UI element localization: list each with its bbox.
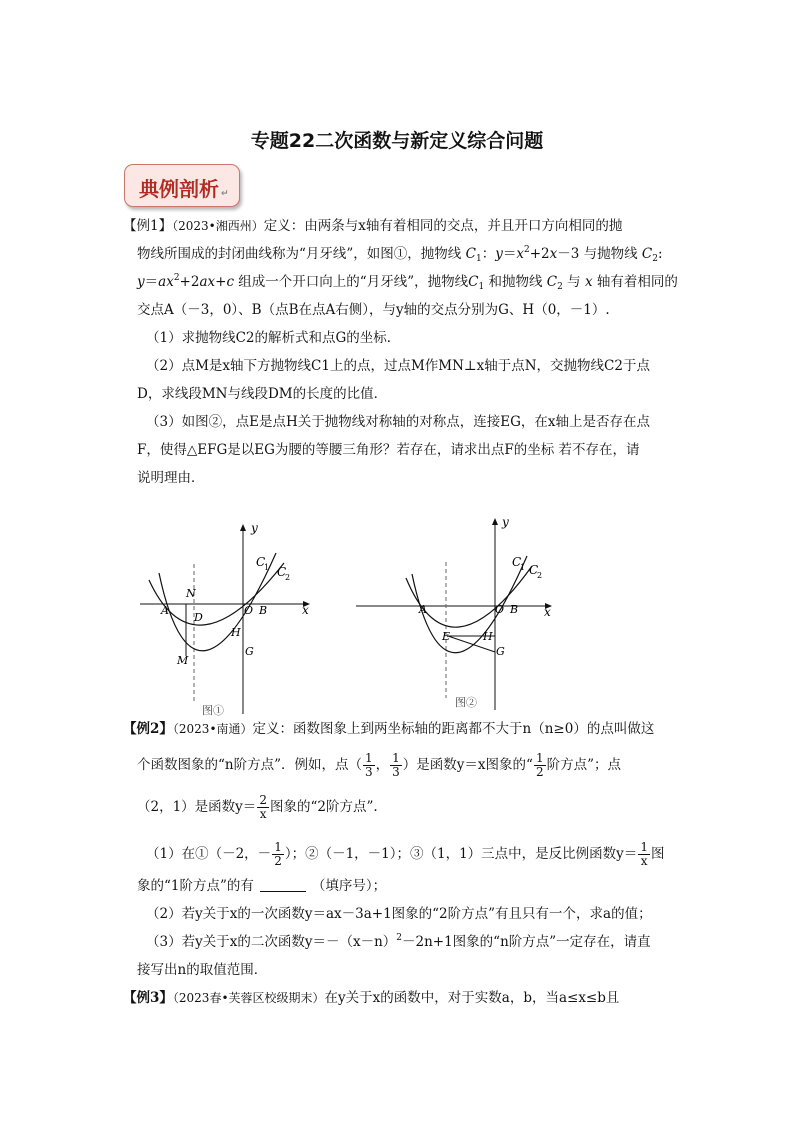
ex2-line-1: 【例2】（2023•南通）定义：函数图象上到两坐标轴的距离都不大于n（n≥0）的点叫做这 xyxy=(123,721,655,737)
frac-1-2b: $\frac{1}{2}$ xyxy=(274,840,282,868)
ex1-question-3b: F，使得△EFG是以EG为腰的等腰三角形？若存在，请求出点F的坐标 若不存在，请 xyxy=(137,442,640,458)
frac-1-2: $\frac{1}{2}$ xyxy=(535,751,544,779)
fig1-b-label: B xyxy=(259,604,268,617)
ex1-question-2b: D，求线段MN与线段DM的长度的比值． xyxy=(137,386,388,402)
ex1-question-3c: 说明理由． xyxy=(137,470,205,486)
ex1-question-1: （1）求抛物线C2的解析式和点G的坐标． xyxy=(146,330,401,346)
fig2-caption: 图② xyxy=(455,696,477,709)
fig1-o-label: O xyxy=(244,604,254,617)
frac-1-3b: $\frac{1}{3}$ xyxy=(392,751,400,779)
fig2-c1-sub: 1 xyxy=(520,563,526,572)
fig2-b-label: B xyxy=(510,603,519,616)
frac-1-x: $\frac{1}{x}$ xyxy=(640,840,648,868)
fig1-a-label: A xyxy=(161,604,169,617)
ex2-line-2: 个函数图象的“n阶方点”．例如，点（ $\frac{1}{3}$ ， $\frac{1}{3}$ ）是函数y＝x图象的“ $\frac{1}{2}$ 阶方点”；点 xyxy=(137,751,621,779)
paragraph-mark: ↵ xyxy=(221,189,229,199)
fig1-x-label: x xyxy=(302,603,309,617)
frac-1-3a: $\frac{1}{3}$ xyxy=(365,751,373,779)
fig2-y-label: y xyxy=(502,515,509,529)
fig1-caption: 图① xyxy=(202,704,224,717)
figure-2 xyxy=(352,510,562,716)
fig2-c2-sub: 2 xyxy=(537,571,543,580)
fig1-d-label: D xyxy=(194,611,203,624)
section-label: 典例剖析 ↵ xyxy=(139,177,229,201)
fig1-n-label: N xyxy=(186,587,196,600)
fig2-c1-label: C xyxy=(512,555,522,569)
section-header xyxy=(124,164,240,207)
ex1-line-3: $y=ax^2+2ax+c$ 组成一个开口向上的“月牙线”，抛物线$C_1$ 和抛物线 $C_2$ 与 x 轴有着相同的 xyxy=(137,273,678,292)
fig2-g-label: G xyxy=(496,645,505,658)
ex1-line-4: 交点A（－3，0）、B（点B在点A右侧），与y轴的交点分别为G、H（0，－1）. xyxy=(137,302,610,318)
fig1-c2-sub: 2 xyxy=(285,573,291,582)
fig2-o-label: O xyxy=(495,603,505,616)
fig1-g-label: G xyxy=(245,645,254,658)
ex2-question-3b: 接写出n的取值范围． xyxy=(137,962,268,978)
ex2-question-1b: 象的“1阶方点”的有 （填序号）； xyxy=(137,878,387,894)
fig1-c1-sub: 1 xyxy=(264,563,270,572)
fig2-x-label: x xyxy=(544,605,551,619)
fig2-h-label: H xyxy=(483,630,493,643)
fig1-h-label: H xyxy=(231,626,241,639)
ex2-question-1a: （1）在①（－2，－ $\frac{1}{2}$ ）；②（－1，－1）；③（1，1）三点中，是反比例函数y＝ $\frac{1}{x}$ 图 xyxy=(146,840,665,868)
ex2-question-3a: （3）若y关于x的二次函数$y=-(x-n)^2-2n+1$图象的“n阶方点”一定存在，请直 xyxy=(146,933,651,950)
ex1-line-2: 物线所围成的封闭曲线称为“月牙线”，如图①，抛物线 $C_1$：$y=x^2+2x-3$ 与抛物线 $C_2$: xyxy=(137,245,663,264)
frac-2-x: $\frac{2}{x}$ xyxy=(259,793,267,821)
answer-blank[interactable] xyxy=(260,877,306,892)
fig2-c2-label: C xyxy=(529,563,539,577)
ex1-line-1: 【例1】（2023•湘西州）定义：由两条与x轴有着相同的交点，并且开口方向相同的抛 xyxy=(123,218,623,234)
figure-1 xyxy=(134,518,320,718)
ex2-line-3: （2，1）是函数y＝ $\frac{2}{x}$ 图象的“2阶方点”. xyxy=(137,793,378,821)
fig2-a-label: A xyxy=(419,603,427,616)
fig2-e-label: E xyxy=(442,630,451,643)
fig1-c1-label: C xyxy=(256,555,266,569)
ex2-question-2: （2）若y关于x的一次函数y＝ax－3a+1图象的“2阶方点”有且只有一个，求a的值； xyxy=(146,906,652,922)
fig1-c2-label: C xyxy=(277,565,287,579)
fig1-y-label: y xyxy=(251,521,258,535)
ex1-question-2a: （2）点M是x轴下方抛物线C1上的点，过点M作MN⊥x轴于点N，交抛物线C2于点 xyxy=(146,358,650,374)
page-title: 专题22二次函数与新定义综合问题 xyxy=(250,130,544,152)
ex1-question-3a: （3）如图②，点E是点H关于抛物线对称轴的对称点，连接EG，在x轴上是否存在点 xyxy=(146,414,650,430)
ex3-line-1: 【例3】（2023春•芙蓉区校级期末）在y关于x的函数中，对于实数a，b，当a≤x≤b且 xyxy=(123,990,620,1006)
fig1-m-label: M xyxy=(177,654,189,667)
